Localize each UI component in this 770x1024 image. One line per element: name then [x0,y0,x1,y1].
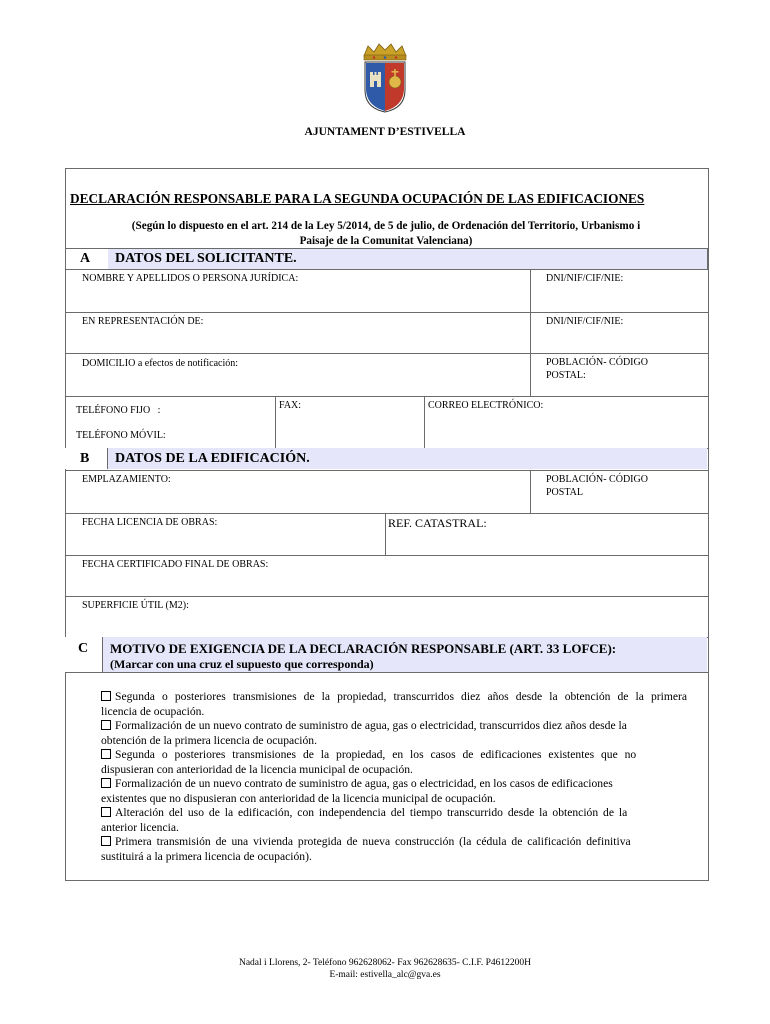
options-list [101,690,687,864]
applicant-population-label-line1: POBLACIÓN- CÓDIGO [546,357,648,368]
applicant-dni-field[interactable] [531,286,707,311]
footer-address: Nadal i Llorens, 2- Teléfono 962628062- Fax 962628635- C.I.F. P4612200H [238,958,532,968]
applicant-population-label-line2: POSTAL: [546,370,586,381]
building-population-label-line2: POSTAL [546,487,583,498]
option-text-line1: Alteración del uso de la edificación, con independencia del tiempo transcurrido desde la obtención de la [115,806,628,819]
section-b-header [65,448,708,470]
option-item [101,777,687,806]
building-population-field[interactable] [531,500,707,512]
option-item [101,719,687,748]
section-a-header [65,248,708,269]
section-c-header [65,637,708,673]
surface-label: SUPERFICIE ÚTIL (M2): [82,600,189,611]
mobile-label: TELÉFONO MÓVIL: [76,430,166,441]
option-item [101,835,687,864]
license-date-field[interactable] [66,530,384,554]
option-checkbox[interactable] [101,836,111,846]
option-text-line2: licencia de ocupación. [101,704,205,718]
section-a-letter: A [80,251,91,266]
section-a-title: DATOS DEL SOLICITANTE. [115,251,297,266]
option-text-line1: Segunda o posteriores transmisiones de la propiedad, en los casos de edificaciones existentes que no [115,748,637,761]
option-checkbox[interactable] [101,749,111,759]
option-item [101,690,687,719]
location-label: EMPLAZAMIENTO: [82,474,171,485]
section-c-letter: C [78,641,89,656]
coat-of-arms-logo [360,42,410,114]
representation-label: EN REPRESENTACIÓN DE: [82,316,204,327]
final-certificate-label: FECHA CERTIFICADO FINAL DE OBRAS: [82,559,269,570]
section-b-letter: B [80,451,90,466]
form-title: DECLARACIÓN RESPONSABLE PARA LA SEGUNDA OCUPACIÓN DE LAS EDIFICACIONES [70,191,645,206]
option-item [101,806,687,835]
phone-field[interactable] [170,400,270,422]
option-text-line1: Formalización de un nuevo contrato de suministro de agua, gas o electricidad, transcurridos diez años desde la [115,719,627,732]
option-text-line2: obtención de la primera licencia de ocupación. [101,733,317,747]
representation-field[interactable] [66,329,529,352]
surface-field[interactable] [66,613,707,636]
final-certificate-field[interactable] [66,572,707,595]
representation-dni-field[interactable] [531,329,707,352]
option-text-line2: dispusieran con anterioridad de la licencia municipal de ocupación. [101,762,413,776]
cadastral-field[interactable] [500,514,707,554]
municipality-name: AJUNTAMENT D’ESTIVELLA [304,126,466,138]
option-text-line1: Segunda o posteriores transmisiones de la propiedad, transcurridos diez años desde la obtención de la primera [115,690,687,703]
section-b-title: DATOS DE LA EDIFICACIÓN. [115,451,310,466]
option-text-line2: anterior licencia. [101,820,179,834]
address-field[interactable] [66,372,529,395]
license-date-label: FECHA LICENCIA DE OBRAS: [82,517,218,528]
option-text-line1: Formalización de un nuevo contrato de suministro de agua, gas o electricidad, en los casos de edificaciones [115,777,613,790]
cadastral-label: REF. CATASTRAL: [388,516,487,530]
option-checkbox[interactable] [101,691,111,701]
fax-field[interactable] [276,413,423,447]
form-subtitle-line2: Paisaje de la Comunitat Valenciana) [299,235,473,247]
section-c-title-line1: MOTIVO DE EXIGENCIA DE LA DECLARACIÓN RESPONSABLE (ART. 33 LOFCE): [110,641,617,656]
option-checkbox[interactable] [101,778,111,788]
option-text-line2: sustituirá a la primera licencia de ocupación). [101,849,312,863]
applicant-population-field[interactable] [531,383,707,395]
fax-label: FAX: [279,400,302,411]
section-c-title-line2: (Marcar con una cruz el supuesto que corresponda) [110,657,374,671]
applicant-name-field[interactable] [66,286,529,311]
email-label: CORREO ELECTRÓNICO: [428,400,544,411]
option-checkbox[interactable] [101,807,111,817]
representation-dni-label: DNI/NIF/CIF/NIE: [546,316,624,327]
applicant-name-label: NOMBRE Y APELLIDOS O PERSONA JURÍDICA: [82,273,299,284]
option-checkbox[interactable] [101,720,111,730]
option-text-line1: Primera transmisión de una vivienda protegida de nueva construcción (la cédula de calificación definitiva [115,835,631,848]
address-label: DOMICILIO a efectos de notificación: [82,358,239,369]
option-item [101,748,687,777]
location-field[interactable] [66,487,529,512]
building-population-label-line1: POBLACIÓN- CÓDIGO [546,474,648,485]
phone-label: TELÉFONO FIJO : [76,405,161,416]
email-field[interactable] [425,413,707,447]
applicant-dni-label: DNI/NIF/CIF/NIE: [546,273,624,284]
option-text-line2: existentes que no dispusieran con anterioridad de la licencia municipal de ocupación. [101,791,496,805]
footer-email: E-mail: estivella_alc@gva.es [329,970,441,980]
form-subtitle-line1: (Según lo dispuesto en el art. 214 de la Ley 5/2014, de 5 de julio, de Ordenación del Territorio, Urbanismo i [131,220,641,232]
